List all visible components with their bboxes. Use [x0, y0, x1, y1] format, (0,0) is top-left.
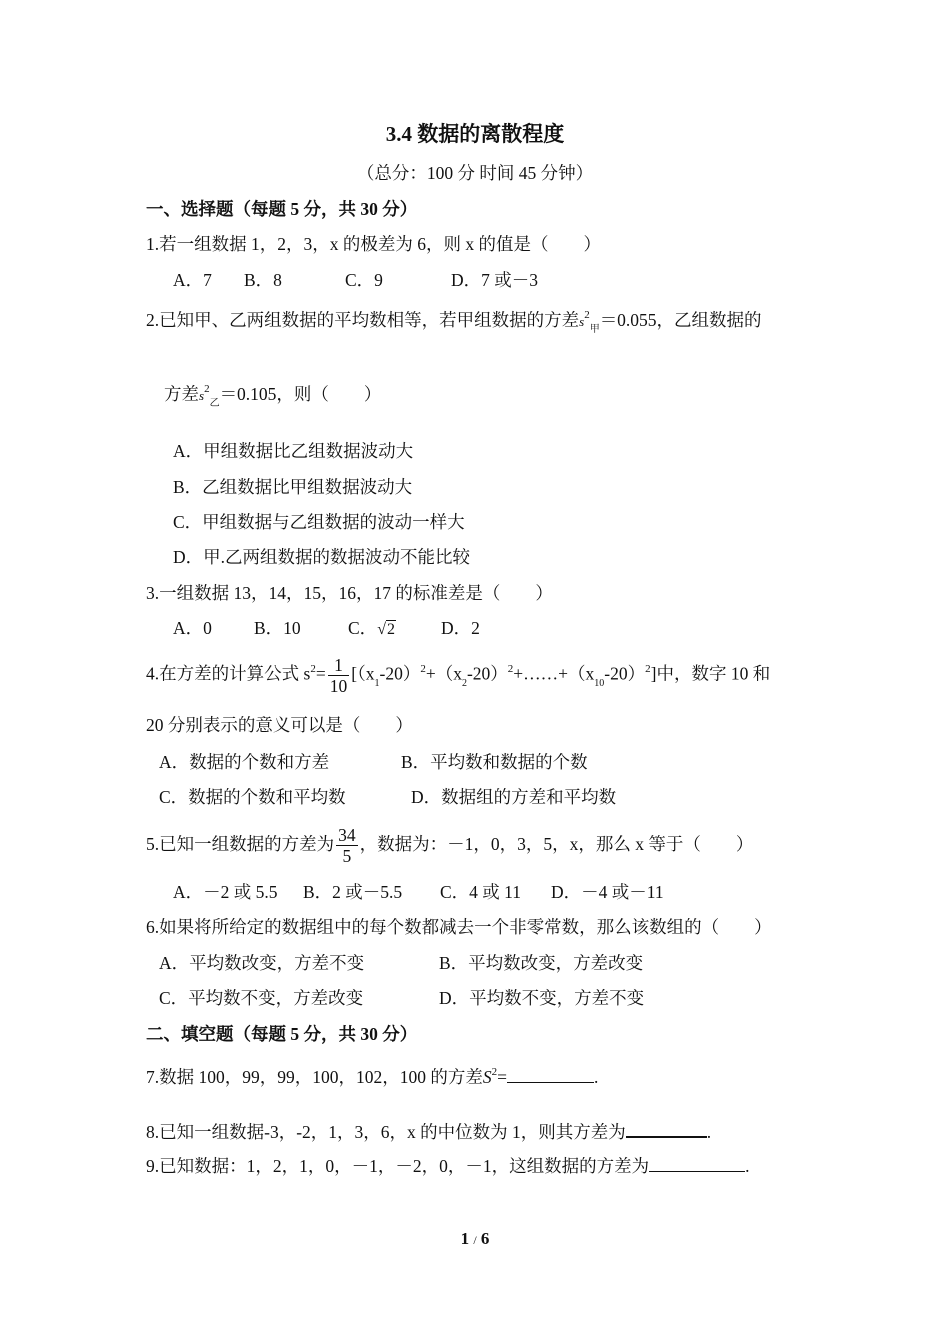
question-3: 3.一组数据 13，14，15，16，17 的标准差是（ ）	[146, 583, 553, 603]
answer-blank[interactable]	[649, 1155, 745, 1172]
option-d: D．7 或－3	[451, 270, 539, 290]
option-d: D．2	[441, 618, 480, 638]
question-6: 6.如果将所给定的数据组中的每个数都减去一个非零常数，那么该数组的（ ）	[146, 917, 772, 937]
option-d: D．－4 或－11	[551, 882, 664, 902]
option-a: A．0	[173, 618, 212, 638]
option-c: C．9	[345, 270, 383, 290]
option-a: A．数据的个数和方差	[159, 752, 330, 772]
exam-info: （总分：100 分 时间 45 分钟）	[356, 163, 594, 183]
question-5: 5.已知一组数据的方差为 $\frac{34}{5}$ ，数据为：－1，0，3，5，x，那么 x 等于（ ）	[146, 825, 754, 867]
option-d: D．平均数不变，方差不变	[439, 988, 645, 1008]
option-c: C．数据的个数和平均数	[159, 787, 346, 807]
option-b: B．乙组数据比甲组数据波动大	[173, 477, 413, 497]
sqrt-symbol: √2	[377, 621, 395, 638]
question-4-cont: 20 分别表示的意义可以是（ ）	[146, 715, 413, 735]
question-2-cont: 方差$s^2_乙=0.105$，则（ ）	[164, 383, 382, 409]
question-2: 2.已知甲、乙两组数据的平均数相等，若甲组数据的方差$s^2_甲=0.055$，乙组数据的	[146, 309, 762, 335]
answer-blank[interactable]	[507, 1066, 594, 1083]
option-a: A．平均数改变，方差不变	[159, 953, 365, 973]
option-b: B．平均数改变，方差改变	[439, 953, 644, 973]
option-a: A．7	[173, 270, 212, 290]
section-heading-choice: 一、选择题（每题 5 分，共 30 分）	[146, 199, 418, 219]
fraction-34-over-5: $\frac{34}{5}$	[338, 825, 356, 867]
option-c: C．平均数不变，方差改变	[159, 988, 364, 1008]
fraction-one-tenth: $\frac{1}{10}$	[329, 655, 348, 696]
option-b: B．平均数和数据的个数	[401, 752, 588, 772]
option-c: C．甲组数据与乙组数据的波动一样大	[173, 512, 465, 532]
option-c: C．4 或 11	[440, 882, 522, 902]
option-b: B．10	[254, 618, 301, 638]
option-d: D．甲.乙两组数据的数据波动不能比较	[173, 547, 471, 567]
page-number: 1 / 6	[460, 1229, 490, 1248]
section-heading-fill: 二、填空题（每题 5 分，共 30 分）	[146, 1024, 418, 1044]
option-b: B．2 或－5.5	[303, 882, 403, 902]
answer-blank[interactable]	[626, 1120, 707, 1138]
option-b: B．8	[244, 270, 282, 290]
option-a: A．－2 或 5.5	[173, 882, 278, 902]
page-title: 3.4 数据的离散程度	[385, 122, 565, 146]
question-9: 9.已知数据：1，2，1，0，－1，－2，0，－1，这组数据的方差为 .	[146, 1156, 750, 1176]
question-4: 4.在方差的计算公式 $s^2=$ $\frac{1}{10}$ $[(x_1-20)^2+(x_2-20)^2+\dots\dots+(x_{10}-20)^2]$中，数字 10 和	[146, 655, 771, 696]
option-c: C．√2	[348, 617, 396, 641]
question-1: 1.若一组数据 1，2，3，x 的极差为 6，则 x 的值是（ ）	[146, 234, 601, 254]
option-a: A．甲组数据比乙组数据波动大	[173, 441, 414, 461]
option-d: D．数据组的方差和平均数	[411, 787, 617, 807]
question-8: 8.已知一组数据-3，-2，1，3，6，x 的中位数为 1，则其方差为 .	[146, 1122, 712, 1142]
question-7: 7.数据 100，99，99，100，102，100 的方差$S^2=$ .	[146, 1066, 599, 1087]
